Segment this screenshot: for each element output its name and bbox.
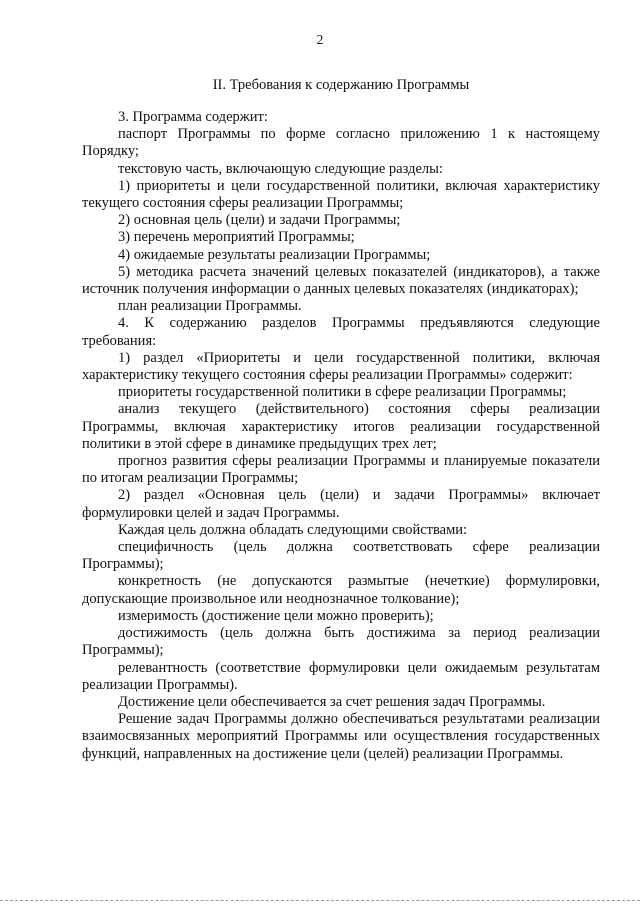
paragraph-development-forecast: прогноз развития сферы реализации Программы и планируемые показатели по итогам реализации Программы; — [82, 453, 600, 487]
paragraph-implementation-plan: план реализации Программы. — [118, 298, 302, 315]
paragraph-achievability: достижимость (цель должна быть достижима за период реализации Программы); — [82, 625, 600, 659]
list-item-methodology: 5) методика расчета значений целевых показателей (индикаторов), а также источник получения информации о данных целевых показателях (индикаторах); — [82, 263, 600, 298]
paragraph-concreteness: конкретность (не допускаются размытые (нечеткие) формулировки, допускающие произвольное или неоднозначное толкование); — [82, 573, 600, 607]
paragraph-current-state-analysis: анализ текущего (действительного) состояния сферы реализации Программы, включая характеристику итогов реализации государственной политики в этой сфере в динамике предыдущих трех лет; — [82, 401, 600, 452]
paragraph-measurability: измеримость (достижение цели можно проверить); — [118, 607, 434, 624]
page-number: 2 — [316, 32, 324, 47]
page-bottom-edge — [0, 900, 640, 901]
list-item-priorities: 1) приоритеты и цели государственной политики, включая характеристику текущего состояния сферы реализации Программы; — [82, 177, 600, 212]
list-item-section-goals: 2) раздел «Основная цель (цели) и задачи Программы» включает формулировки целей и задач Программы. — [82, 487, 600, 521]
list-item-main-goal: 2) основная цель (цели) и задачи Программы; — [118, 212, 401, 229]
section-title: II. Требования к содержанию Программы — [212, 77, 470, 93]
document-body — [82, 109, 600, 763]
paragraph-program-contents: 3. Программа содержит: — [118, 109, 268, 125]
paragraph-passport: паспорт Программы по форме согласно приложению 1 к настоящему Порядку; — [82, 126, 600, 160]
list-item-expected-results: 4) ожидаемые результаты реализации Программы; — [118, 246, 431, 263]
list-item-section-priorities: 1) раздел «Приоритеты и цели государственной политики, включая характеристику текущего состояния сферы реализации Программы» содержит: — [82, 349, 600, 384]
paragraph-goal-properties: Каждая цель должна обладать следующими свойствами: — [118, 521, 468, 538]
list-item-activities: 3) перечень мероприятий Программы; — [118, 229, 355, 246]
paragraph-specificity: специфичность (цель должна соответствовать сфере реализации Программы); — [82, 539, 600, 573]
paragraph-section-requirements: 4. К содержанию разделов Программы предъявляются следующие требования: — [82, 315, 600, 349]
paragraph-task-solution: Решение задач Программы должно обеспечиваться результатами реализации взаимосвязанных мероприятий Программы или осуществления государственных функций, направленных на достижение цели (целей) реализации Программы. — [82, 711, 600, 762]
paragraph-policy-priorities: приоритеты государственной политики в сфере реализации Программы; — [118, 384, 567, 401]
paragraph-goal-achievement: Достижение цели обеспечивается за счет решения задач Программы. — [118, 693, 546, 710]
paragraph-relevance: релевантность (соответствие формулировки цели ожидаемым результатам реализации Программы). — [82, 659, 600, 693]
paragraph-text-part: текстовую часть, включающую следующие разделы: — [118, 160, 443, 177]
